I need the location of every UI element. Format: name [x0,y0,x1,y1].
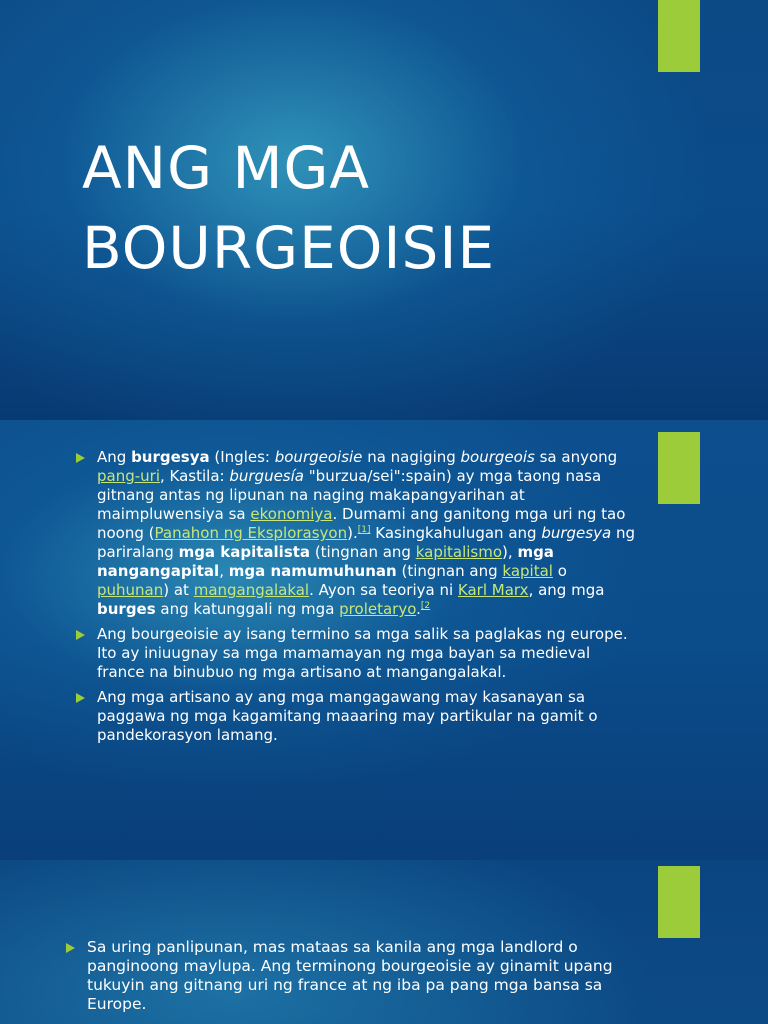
slide-content-2 [0,860,768,1024]
text: Kasingkahulugan ang [370,524,542,542]
link-ekonomiya[interactable]: ekonomiya [250,505,333,523]
footnote-link-2[interactable]: [2 [420,601,431,611]
title-line-2: BOURGEOISIE [82,214,496,282]
link-panahon-ng-eksplorasyon[interactable]: Panahon ng Eksplorasyon [154,524,348,542]
bold-term: mga namumuhunan [228,562,397,580]
bullet-item-uring-panlipunan [66,938,618,1014]
bullet-arrow-icon [66,943,75,953]
bullet-item-artisano [76,688,638,745]
link-pang-uri[interactable]: pang-uri [97,467,160,485]
slide-title [0,0,768,420]
bold-term: mga nangangapital [97,543,554,580]
text: ). [347,524,358,542]
text: , Kastila: [160,467,230,485]
link-kapital[interactable]: kapital [502,562,553,580]
bullet-list [76,448,638,751]
text: ) at [163,581,194,599]
bullet-arrow-icon [76,453,85,463]
bullet-text: Ang bourgeoisie ay isang termino sa mga salik sa paglakas ng europe. Ito ay iniuugnay sa mga mamamayan ng mga bayan sa medieval france na binubuo ng mga artisano at mangangalakal. [97,625,628,681]
text: ), [502,543,518,561]
text: ng pariralang [97,524,635,561]
bold-term: mga kapitalista [178,543,311,561]
text: (Ingles: [209,448,275,466]
text: na nagiging [362,448,461,466]
bullet-list [66,938,618,1020]
italic-term: burgesya [541,524,612,542]
text: ang katunggali ng mga [155,600,340,618]
footnote-link-1[interactable]: [1] [357,525,371,535]
text: "burzua/sei":spain) ay mga taong nasa gitnang antas ng lipunan na naging makapangyarihan at maimpluwensiya sa [97,467,602,523]
italic-term: bourgeois [460,448,535,466]
bullet-arrow-icon [76,693,85,703]
italic-term: burguesía [229,467,304,485]
bullet-arrow-icon [76,630,85,640]
text: . [416,600,421,618]
text: Ang [97,448,132,466]
text: , ang mga [528,581,605,599]
text: sa anyong [534,448,618,466]
title-line-1: ANG MGA [82,134,371,202]
link-mangangalakal[interactable]: mangangalakal [193,581,310,599]
slide-content [0,420,768,860]
bullet-text: Sa uring panlipunan, mas mataas sa kanila ang mga landlord o panginoong maylupa. Ang terminong bourgeoisie ay ginamit upang tukuyin ang gitnang uri ng france at ng iba pa pang mga bansa sa Europe. [87,938,613,1013]
link-puhunan[interactable]: puhunan [97,581,164,599]
bullet-item-burgesya [76,448,638,619]
bold-term: burges [97,600,156,618]
bold-term: burgesya [131,448,210,466]
link-karl-marx[interactable]: Karl Marx [457,581,529,599]
text: . Dumami ang ganitong mga uri ng tao noong ( [97,505,626,542]
text: (tingnan ang [396,562,503,580]
page-title [82,128,495,288]
text: . Ayon sa teoriya ni [309,581,458,599]
bullet-text: Ang mga artisano ay ang mga mangagawang may kasanayan sa paggawa ng mga kagamitang maaaring may partikular na gamit o pandekorasyon lamang. [97,688,598,744]
accent-bar [658,0,700,72]
text: (tingnan ang [310,543,416,561]
text: o [552,562,567,580]
italic-term: bourgeoisie [274,448,363,466]
accent-bar [658,432,700,504]
accent-bar [658,866,700,938]
text: , [219,562,229,580]
link-proletaryo[interactable]: proletaryo [339,600,417,618]
bullet-item-bourgeoisie-termino [76,625,638,682]
link-kapitalismo[interactable]: kapitalismo [415,543,503,561]
